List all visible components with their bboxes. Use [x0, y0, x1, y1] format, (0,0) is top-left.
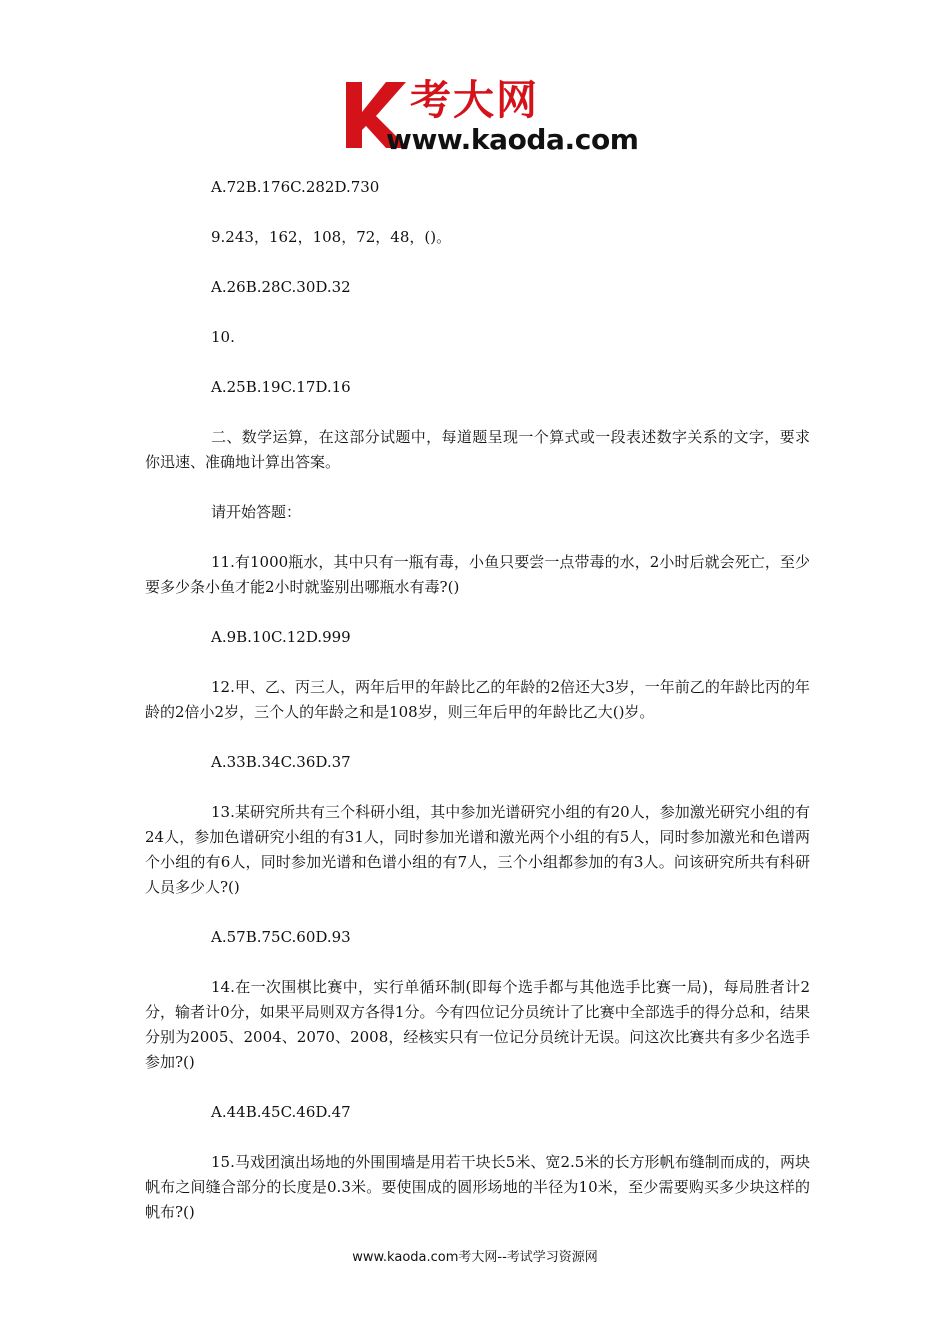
- answer-options: A.44B.45C.46D.47: [211, 1103, 351, 1121]
- answer-options: A.57B.75C.60D.93: [211, 928, 351, 946]
- answer-options: A.26B.28C.30D.32: [211, 278, 351, 296]
- question-9: 9.243，162，108，72，48，()。: [211, 228, 452, 246]
- instruction: 请开始答题：: [211, 503, 302, 521]
- logo-title: 考大网: [410, 76, 539, 124]
- logo-url: www.kaoda.com: [386, 123, 639, 156]
- site-logo: [340, 78, 660, 158]
- document-body: [145, 175, 810, 1225]
- question-10: 10.: [211, 328, 235, 346]
- page-footer: www.kaoda.com考大网--考试学习资源网: [352, 1250, 598, 1265]
- section-heading: 二、数学运算，在这部分试题中，每道题呈现一个算式或一段表述数字关系的文字，要求你迅速、准确地计算出答案。: [145, 428, 810, 471]
- question-15: 15.马戏团演出场地的外围围墙是用若干块长5米、宽2.5米的长方形帆布缝制而成的，两块帆布之间缝合部分的长度是0.3米。要使围成的圆形场地的半径为10米，至少需要购买多少块这样的帆布?(): [145, 1153, 810, 1221]
- answer-options: A.33B.34C.36D.37: [211, 753, 351, 771]
- question-14: 14.在一次围棋比赛中，实行单循环制(即每个选手都与其他选手比赛一局)，每局胜者计2分，输者计0分，如果平局则双方各得1分。今有四位记分员统计了比赛中全部选手的得分总和，结果分别为2005、2004、2070、2008，经核实只有一位记分员统计无误。问这次比赛共有多少名选手参加?(): [145, 978, 810, 1071]
- question-13: 13.某研究所共有三个科研小组，其中参加光谱研究小组的有20人，参加激光研究小组的有24人，参加色谱研究小组的有31人，同时参加光谱和激光两个小组的有5人，同时参加激光和色谱两个小组的有6人，同时参加光谱和色谱小组的有7人，三个小组都参加的有3人。问该研究所共有科研人员多少人?(): [145, 803, 810, 896]
- question-12: 12.甲、乙、丙三人，两年后甲的年龄比乙的年龄的2倍还大3岁，一年前乙的年龄比丙的年龄的2倍小2岁，三个人的年龄之和是108岁，则三年后甲的年龄比乙大()岁。: [145, 678, 810, 721]
- answer-options: A.9B.10C.12D.999: [211, 628, 351, 646]
- answer-options: A.72B.176C.282D.730: [211, 178, 380, 196]
- question-11: 11.有1000瓶水，其中只有一瓶有毒，小鱼只要尝一点带毒的水，2小时后就会死亡，至少要多少条小鱼才能2小时就鉴别出哪瓶水有毒?(): [145, 553, 810, 596]
- answer-options: A.25B.19C.17D.16: [211, 378, 351, 396]
